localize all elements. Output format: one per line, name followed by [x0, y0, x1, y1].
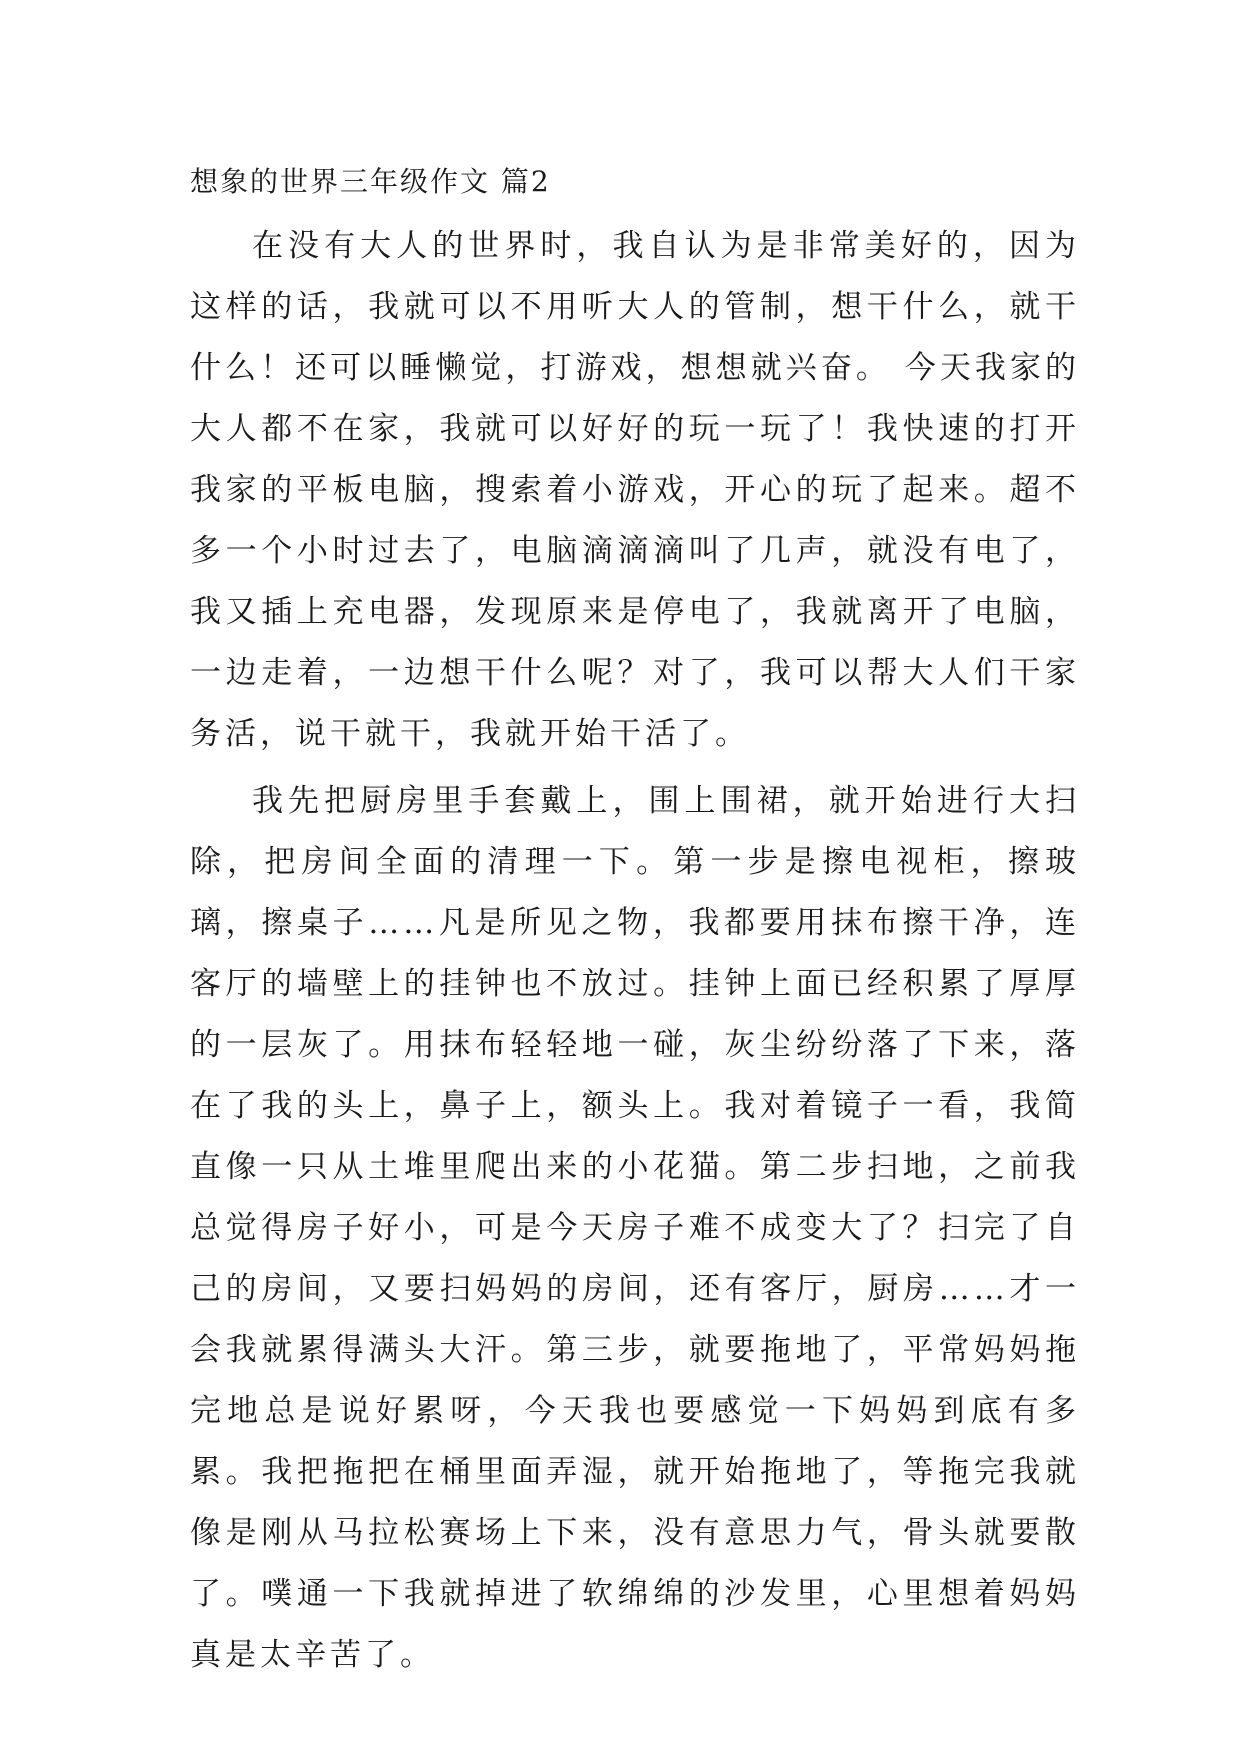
essay-title: 想象的世界三年级作文 篇2	[190, 165, 551, 198]
paragraph-1: 在没有大人的世界时，我自认为是非常美好的，因为这样的话，我就可以不用听大人的管制，想干什么，就干什么！还可以睡懒觉，打游戏，想想就兴奋。 今天我家的大人都不在家，我就可以好好的玩一玩了！我快速的打开我家的平板电脑，搜索着小游戏，开心的玩了起来。超不多一个小时过去了，电脑滴滴滴叫了几声，就没有电了，我又插上充电器，发现原来是停电了，我就离开了电脑，一边走着，一边想干什么呢？对了，我可以帮大人们干家务活，说干就干，我就开始干活了。	[190, 228, 1080, 752]
document-body	[190, 162, 1080, 1692]
paragraph-2: 我先把厨房里手套戴上，围上围裙，就开始进行大扫除，把房间全面的清理一下。第一步是擦电视柜，擦玻璃，擦桌子……凡是所见之物，我都要用抹布擦干净，连客厅的墙壁上的挂钟也不放过。挂钟上面已经积累了厚厚的一层灰了。用抹布轻轻地一碰，灰尘纷纷落了下来，落在了我的头上，鼻子上，额头上。我对着镜子一看，我简直像一只从土堆里爬出来的小花猫。第二步扫地，之前我总觉得房子好小，可是今天房子难不成变大了？扫完了自己的房间，又要扫妈妈的房间，还有客厅，厨房……才一会我就累得满头大汗。第三步，就要拖地了，平常妈妈拖完地总是说好累呀，今天我也要感觉一下妈妈到底有多累。我把拖把在桶里面弄湿，就开始拖地了，等拖完我就像是刚从马拉松赛场上下来，没有意思力气，骨头就要散了。噗通一下我就掉进了软绵绵的沙发里，心里想着妈妈真是太辛苦了。	[190, 783, 1080, 1673]
